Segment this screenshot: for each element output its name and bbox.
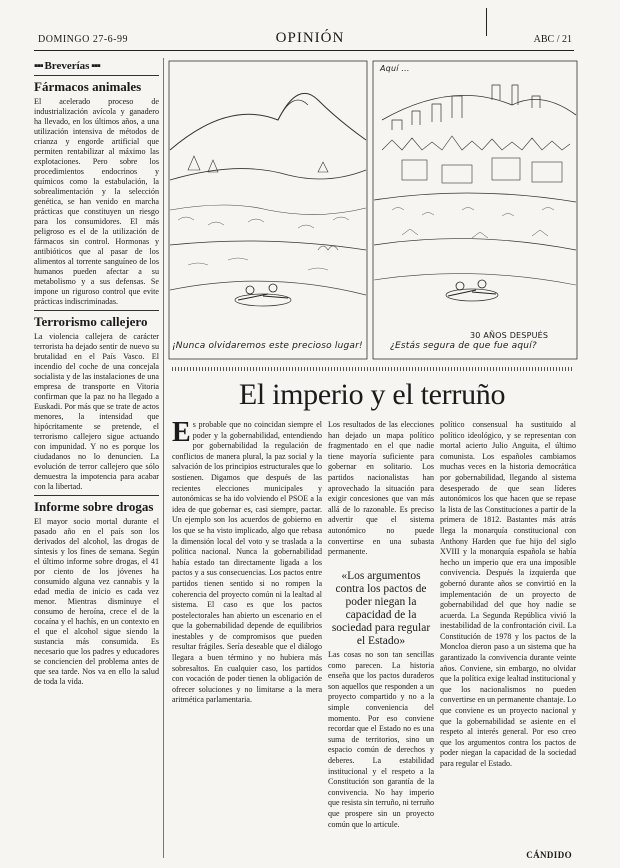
cartoon-caption-after: ¿Estás segura de que fue aquí? [390,341,537,351]
article-headline: El imperio y el terruño [238,378,506,411]
section-title: OPINIÓN [275,30,345,46]
brief-title-terrorismo: Terrorismo callejero [34,310,159,330]
kicker-ornament-left: ▪▪▪ [34,60,45,72]
kicker-ornament-right: ▪▪▪ [89,60,100,72]
header-rule [34,50,574,51]
page-header [0,0,620,56]
headline-rule [172,367,572,371]
article-column-2-top [328,420,434,566]
breverias-kicker [34,60,159,72]
kicker-label: Breverías [44,60,90,72]
edition-date: DOMINGO 27-6-99 [38,34,128,45]
drop-cap: E [172,420,191,448]
brief-text-drogas: El mayor socio mortal durante el pasado año en el país son los derivados del alcohol, las drogas de síntesis y los fines de semana. Según el último informe sobre drogas, el 41 por ciento de los jóvenes ha consumido alguna vez cannabis y la edad media de inicio es cada vez menor. Mientras disminuye el consumo de heroína, crece el de la cocaína y el hachís, en un contexto en el que el alcohol sigue siendo la sustancia más consumida. Es necesario que los padres y educadores se conciencien del problema antes de que sea tarde. Nos va en ello la salud de toda la vida. [34,517,159,686]
cartoonist-signature: CÁNDIDO [526,850,572,860]
article-col1-text: s probable que no coincidan siempre el poder y la gobernabilidad, entendiendo por gobernabilidad la regulación de conflictos de manera plural, la paz social y la salvación de los principios estructurales que lo sostienen. Digamos que después de las recientes elecciones municipales y autonómicas se ha ido volviendo el PSOE a la idea de que gobernar es, casi siempre, pactar. Un ejemplo son los acuerdos de gobierno en los que se ha visto implicado, algo que rebasa la dimensión local del voto y se traslada a la política nacional. Nunca la gobernabilidad había estado tan directamente ligada a los pactos y a sus consecuencias. Los pactos entre partidos tienen sentido si no rompen la coherencia del proyecto común ni la lealtad al sistema. El caso es que los pactos postelectorales han abierto un escenario en el que la gobernabilidad depende de equilibrios inestables y de compromisos que pueden resultar frágiles. Sería deseable que el diálogo llegara a buen término y no hubiera más sobresaltos. En cualquier caso, los partidos con vocación de poder tienen la obligación de ofrecer soluciones y no limitarse a la mera aritmética parlamentaria. [172,420,322,705]
article-column-1 [172,420,322,848]
article-col2-top-text: Los resultados de las elecciones han dejado un mapa político fragmentado en el que nadie tiene mayoría suficiente para gobernar en solitario. Los partidos nacionalistas han aprovechado la situación para exigir concesiones que van más allá de lo razonable. Es preciso advertir que el sistema autonómico no puede convertirse en una subasta permanente. [328,420,434,557]
article-column-2-bottom [328,650,434,848]
article-col2-bottom-text: Las cosas no son tan sencillas como parecen. La historia enseña que los pactos duraderos son aquellos que responden a un proyecto compartido y no a la simple conveniencia del momento. Por eso conviene recordar que el Estado no es una suma de territorios, sino un espacio común de derechos y deberes. La estabilidad institucional y el respeto a la Constitución son garantía de la convivencia. No hay imperio que resista sin terruño, ni terruño que prospere sin un proyecto común que lo articule. [328,650,434,829]
article-col3-text: político consensual ha sustituido al político ideológico, y se representan con mortal acierto Julio Anguita, el último comunista. Los españoles cambiamos muchas veces en la historia democrática por gobernabilidad, llegando al sistema desesperado de que sean líderes autonómicos los que hacen que se repase la lista de las Constituciones a partir de la primera de 1812. Bastantes más atrás llega la monarquía constitucional con Anthony Harden que fue hijo del siglo XVIII y la monarquía española se había hecho un imperio que era una imposible convivencia. Después la izquierda que gobernó durante años se convirtió en la implementación de un proyecto de gobernabilidad del que hoy nadie se acuerda. La Segunda República vivió la inestabilidad de la confrontación civil. La Constitución de 1978 y los pactos de la Moncloa dieron paso a un sistema que ha garantizado la convivencia durante veinte años. Conviene, sin embargo, no olvidar que la política exige lealtad institucional y que los nacionalismos no pueden convertirse en un permanente chantaje. Lo que conviene es un proyecto nacional y que la gobernabilidad se asiente en el respeto al interés general. Por eso creo que los argumentos contra los pactos de poder niegan la capacidad de la sociedad para regular el Estado. [440,420,576,768]
column-divider [163,58,164,858]
article-paragraph-1 [172,420,322,706]
cartoon-years-later-label: 30 AÑOS DESPUÉS [470,331,549,340]
brief-title-drogas: Informe sobre drogas [34,495,159,515]
cartoon-caption-before: ¡Nunca olvidaremos este precioso lugar! [172,341,363,351]
pull-quote: «Los argumentos contra los pactos de poder niegan la capacidad de la sociedad para regular el Estado» [331,570,431,647]
cartoon-panel-before [168,60,368,360]
brief-text-farmacos: El acelerado proceso de industrialización avícola y ganadero ha llevado, en los últimos años, a una utilización intensiva de métodos de crianza y engorde artificial que permiten rentabilizar al máximo las explotaciones. Pero sobre los procedimientos endocrinos y químicos como la estabulación, la sobrealimentación y la selección genética, se han venido en marcha prácticas que constituyen un riesgo para los consumidores. El más peligroso es el de la utilización de fármacos sin control. Hormonas y antibióticos que al pasar de los alimentos al torrente sanguíneo de los humanos pueden afectar a su metabolismo y a sus defensas. Se impone un riguroso control que evite prácticas indiscriminadas. [34,97,159,306]
page-number: ABC / 21 [533,34,572,45]
cartoon-panel-after [372,60,578,360]
breverias-column [34,58,159,690]
brief-text-terrorismo: La violencia callejera de carácter terrorista ha dejado sentir de nuevo su brutalidad en el País Vasco. El incendio del coche de una concejala socialista y de las instalaciones de una empresa de transporte en Vitoria confirman que la paz no ha llegado a Euskadi. Por más que se trate de actos menores, la intensidad que hipócritamente se pretende, el terrorismo callejero sigue actuando con impunidad. Y no es porque los ciudadanos no lo denuncien. La evolución de terror callejero que sólo demuestra la impotencia para acabar con la libertad. [34,332,159,491]
cartoon-landscape-illustration [168,60,368,360]
cartoon-corner-label: Aquí ... [380,64,410,73]
article-column-3 [440,420,576,846]
brief-title-farmacos: Fármacos animales [34,75,159,95]
cartoon-urban-illustration [372,60,578,360]
